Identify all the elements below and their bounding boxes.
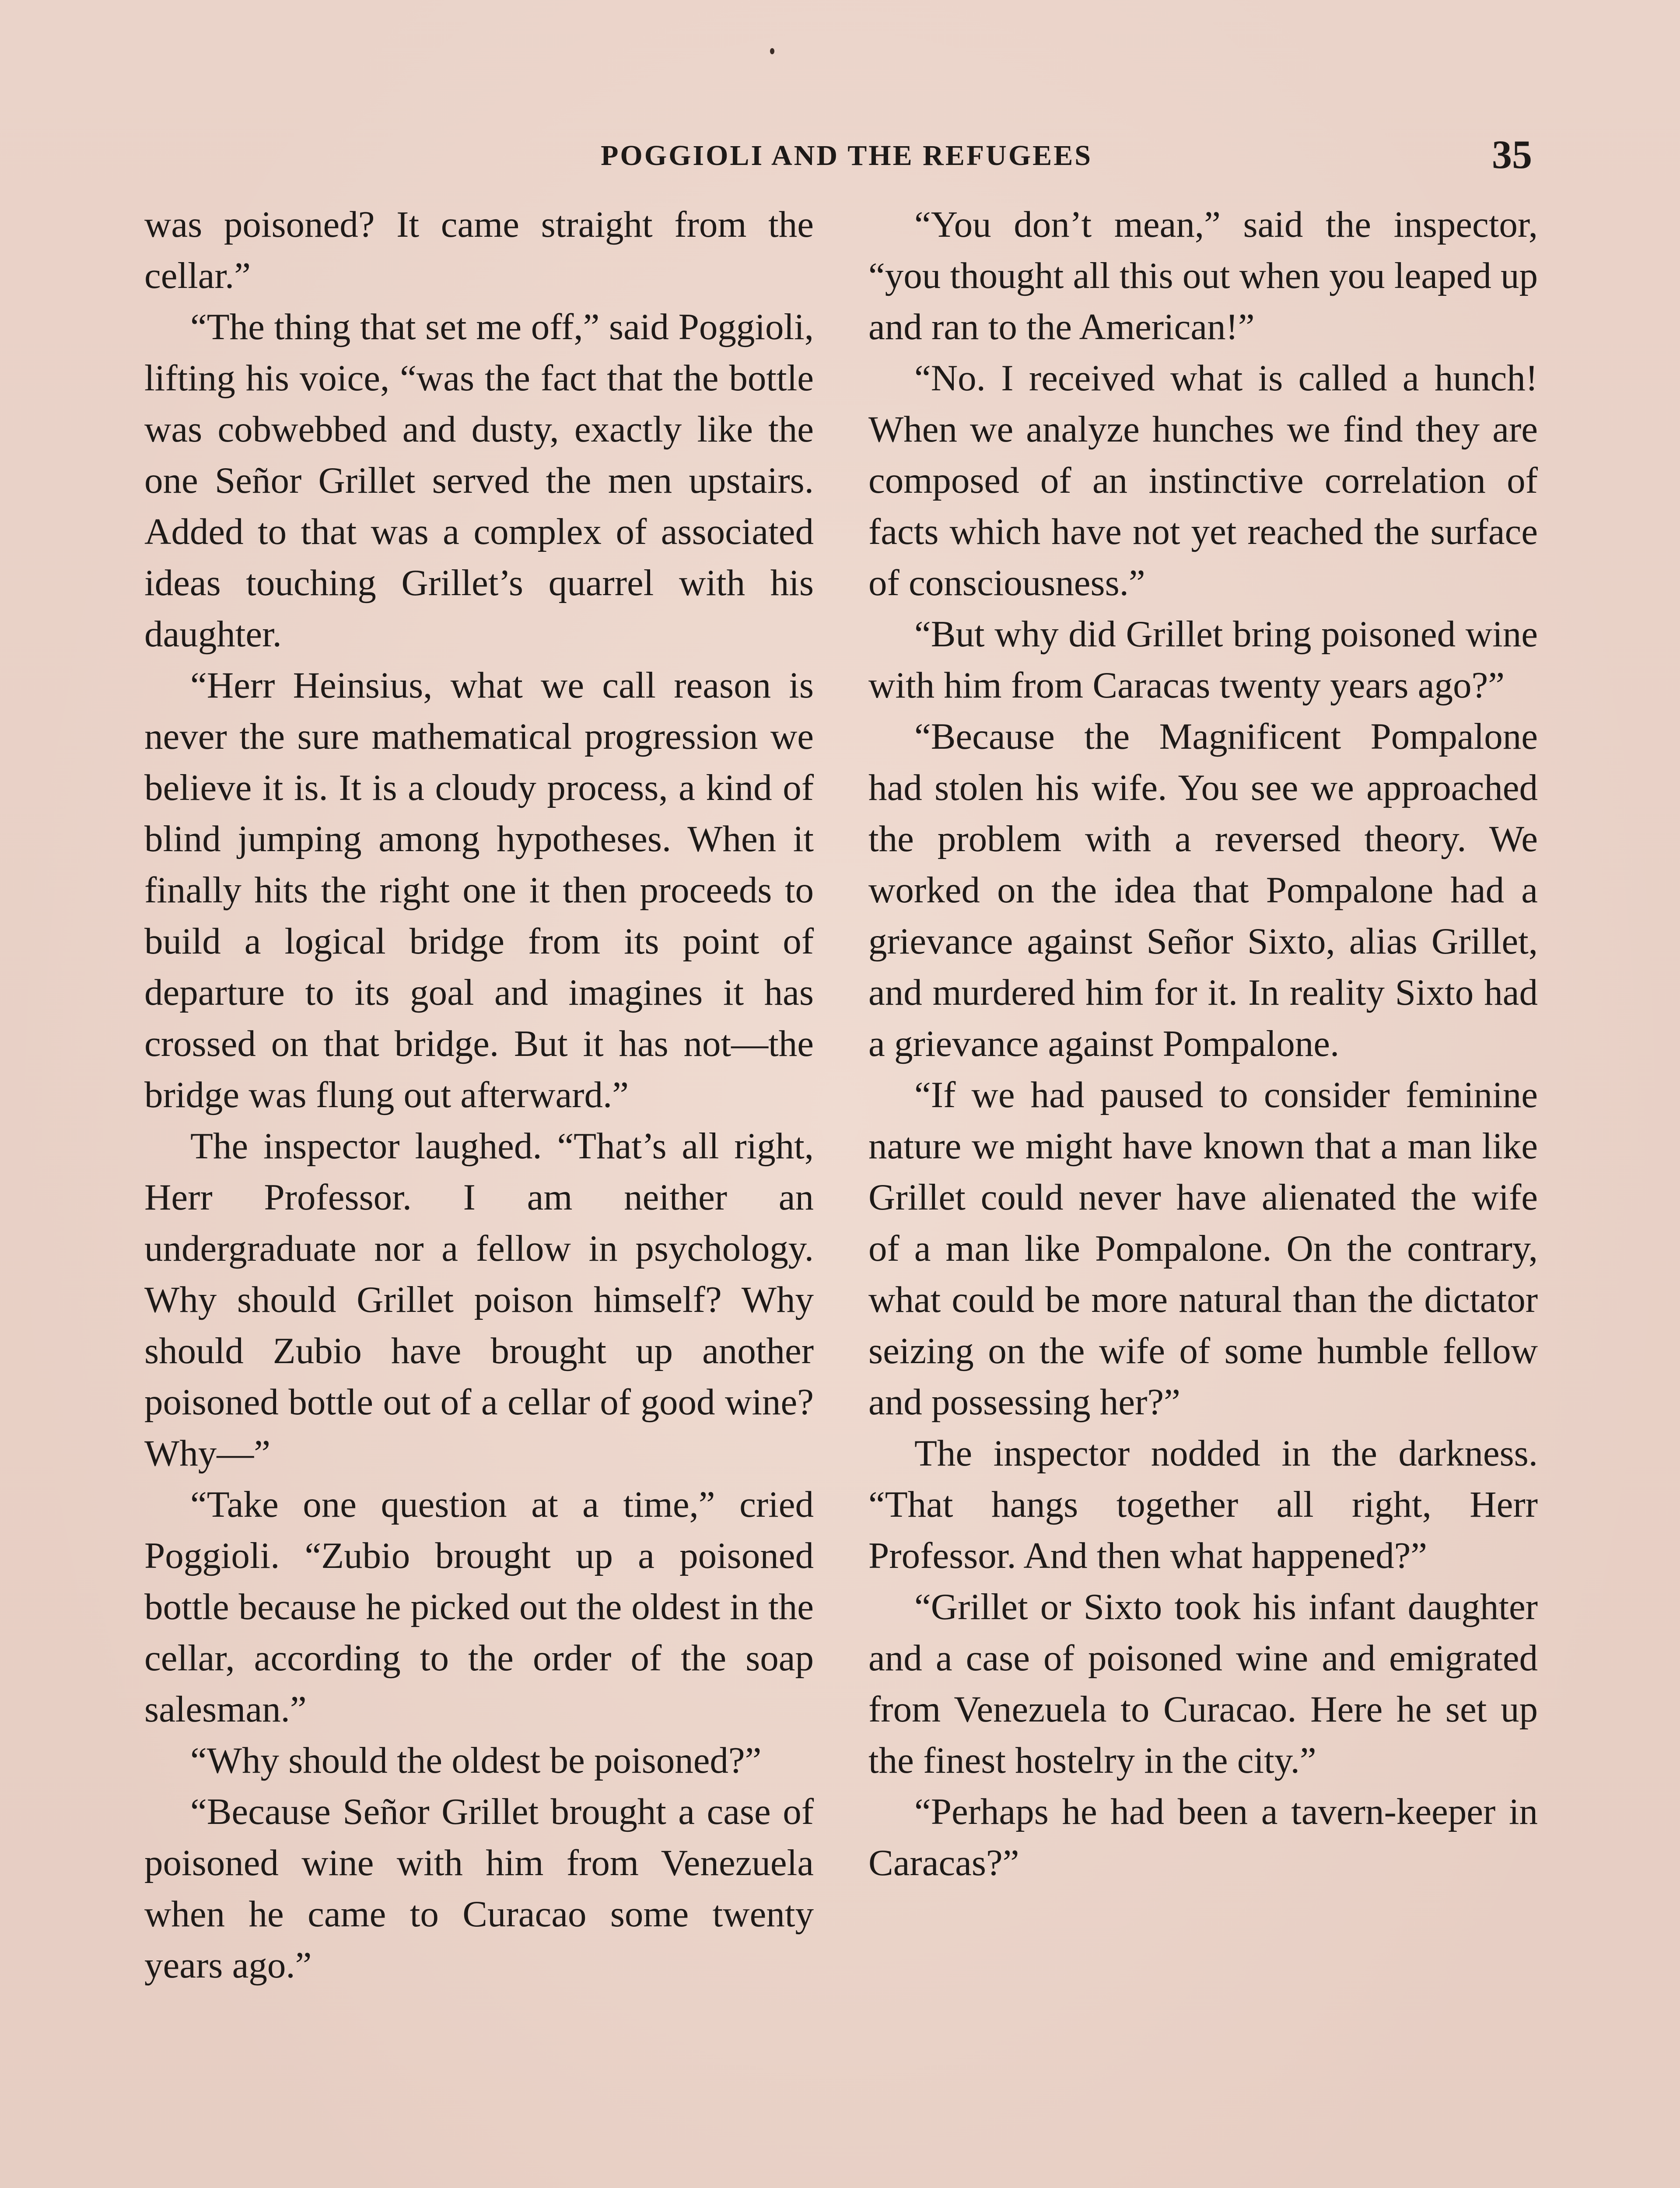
paragraph: The inspector laughed. “That’s all right, Herr Professor. I am neither an undergraduate nor a fellow in psychology. Why should Grillet poison himself? Why should Zubio have brought up another poisoned bottle out of a cellar of good wine? Why—” bbox=[144, 1126, 814, 1474]
right-column bbox=[868, 199, 1538, 2188]
left-column bbox=[144, 199, 814, 2188]
paragraph: The inspector nodded in the darkness. “That hangs together all right, Herr Professor. And then what happened?” bbox=[868, 1433, 1538, 1576]
ink-speck bbox=[770, 48, 774, 54]
paragraph: “But why did Grillet bring poisoned wine with him from Caracas twenty years ago?” bbox=[868, 614, 1538, 706]
paragraph: “Why should the oldest be poisoned?” bbox=[190, 1740, 762, 1781]
paragraph: “You don’t mean,” said the inspector, “you thought all this out when you leaped up and ran to the American!” bbox=[868, 204, 1538, 347]
paragraph: “The thing that set me off,” said Poggioli, lifting his voice, “was the fact that the bottle was cobwebbed and dusty, exactly like the one Señor Grillet served the men upstairs. Added to that was a complex of associated ideas touching Grillet’s quarrel with his daughter. bbox=[144, 306, 814, 655]
paragraph: was poisoned? It came straight from the cellar.” bbox=[144, 204, 814, 296]
paragraph: “Perhaps he had been a tavern-keeper in Caracas?” bbox=[868, 1791, 1538, 1883]
paragraph: “Take one question at a time,” cried Poggioli. “Zubio brought up a poisoned bottle because he picked out the oldest in the cellar, according to the order of the soap salesman.” bbox=[144, 1484, 814, 1730]
page-number: 35 bbox=[1492, 132, 1532, 177]
paragraph: “Grillet or Sixto took his infant daughter and a case of poisoned wine and emigrated from Venezuela to Curacao. Here he set up the finest hostelry in the city.” bbox=[868, 1586, 1538, 1781]
paragraph: “If we had paused to consider feminine nature we might have known that a man like Grillet could never have alienated the wife of a man like Pompalone. On the contrary, what could be more natural than the dictator seizing on the wife of some humble fellow and possessing her?” bbox=[868, 1074, 1538, 1423]
paragraph: “Because Señor Grillet brought a case of poisoned wine with him from Venezuela when he came to Curacao some twenty years ago.” bbox=[144, 1791, 814, 1986]
paragraph: “Because the Magnificent Pompalone had stolen his wife. You see we approached the problem with a reversed theory. We worked on the idea that Pompalone had a grievance against Señor Sixto, alias Grillet, and murdered him for it. In reality Sixto had a grievance against Pompalone. bbox=[868, 716, 1538, 1064]
page-header bbox=[0, 131, 1680, 179]
running-title: POGGIOLI AND THE REFUGEES bbox=[601, 140, 1092, 172]
paragraph: “No. I received what is called a hunch! When we analyze hunches we find they are composed of an instinctive correlation of facts which have not yet reached the surface of consciousness.” bbox=[868, 358, 1538, 603]
paragraph: “Herr Heinsius, what we call reason is never the sure mathematical progression we believe it is. It is a cloudy process, a kind of blind jumping among hypotheses. When it finally hits the right one it then proceeds to build a logical bridge from its point of departure to its goal and imagines it has crossed on that bridge. But it has not—the bridge was flung out afterward.” bbox=[144, 665, 814, 1115]
